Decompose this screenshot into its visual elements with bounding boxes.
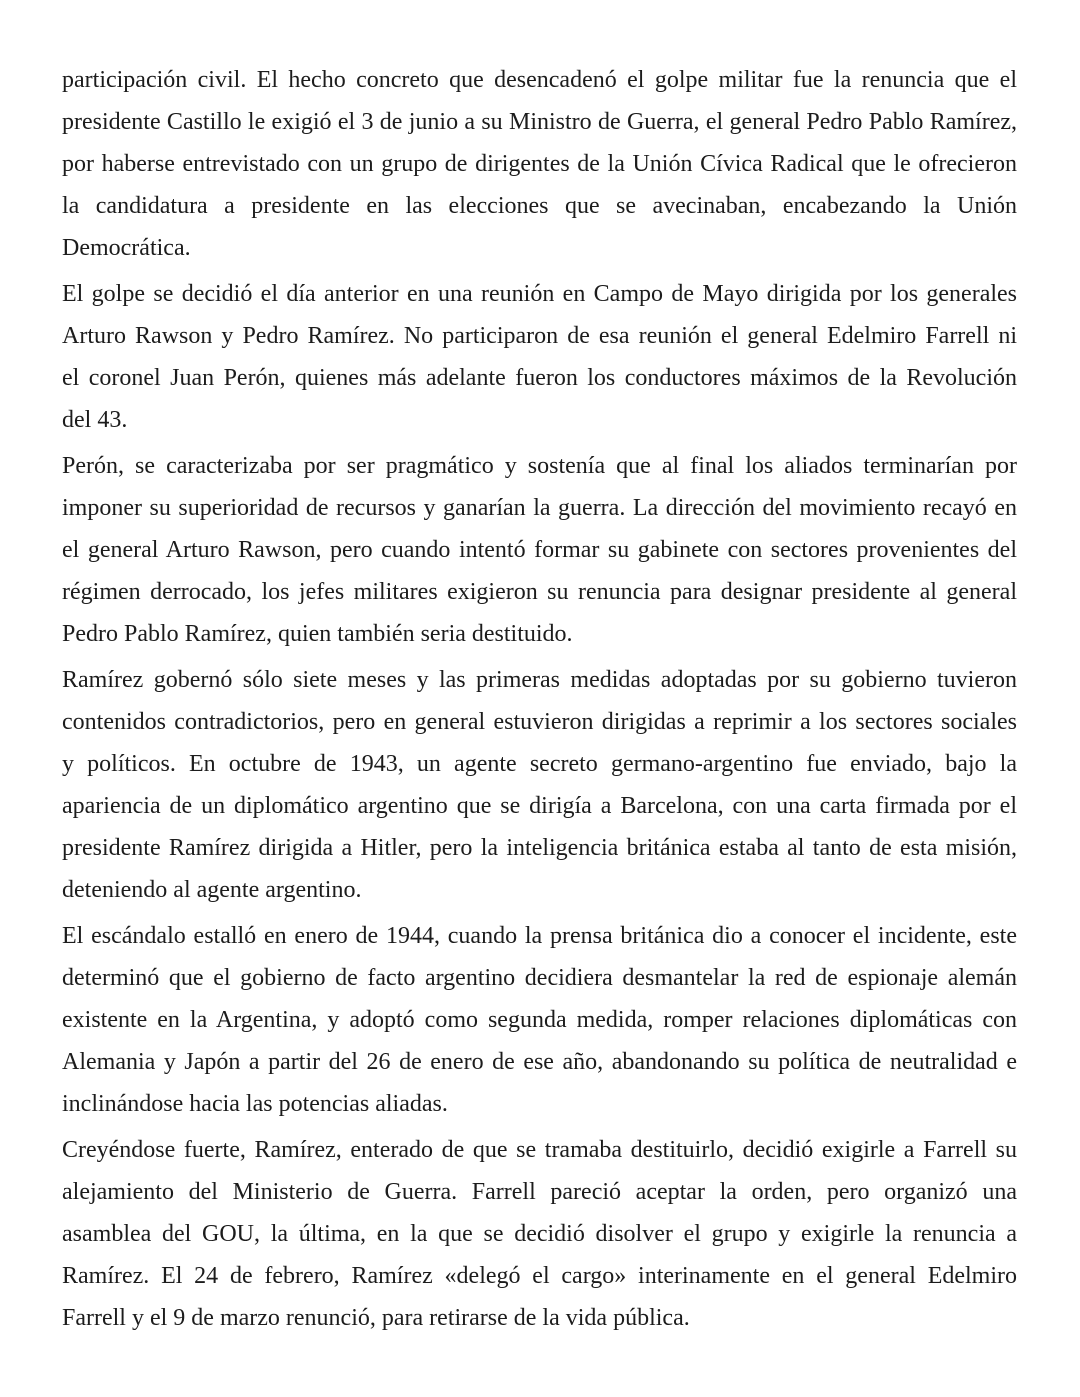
paragraph-6 <box>62 1129 1017 1339</box>
text-line: Farrell y el 9 de marzo renunció, para retirarse de la vida pública. <box>62 1305 690 1331</box>
paragraph-5 <box>62 915 1017 1125</box>
text-line: por haberse entrevistado con un grupo de dirigentes de la Unión Cívica Radical que le ofrecieron <box>62 151 1017 177</box>
text-line: del 43. <box>62 407 128 433</box>
document-text <box>62 59 1017 1339</box>
text-line: presidente Ramírez dirigida a Hitler, pero la inteligencia británica estaba al tanto de esta misión, <box>62 835 1017 861</box>
text-line: Creyéndose fuerte, Ramírez, enterado de que se tramaba destituirlo, decidió exigirle a Farrell su <box>62 1137 1017 1163</box>
text-line: existente en la Argentina, y adoptó como segunda medida, romper relaciones diplomáticas con <box>62 1007 1017 1033</box>
paragraph-1 <box>62 59 1017 269</box>
text-line: el general Arturo Rawson, pero cuando intentó formar su gabinete con sectores provenientes del <box>62 537 1017 563</box>
text-line: inclinándose hacia las potencias aliadas. <box>62 1091 448 1117</box>
text-line: asamblea del GOU, la última, en la que se decidió disolver el grupo y exigirle la renuncia a <box>62 1221 1017 1247</box>
text-line: contenidos contradictorios, pero en general estuvieron dirigidas a reprimir a los sectores sociales <box>62 709 1017 735</box>
text-line: El golpe se decidió el día anterior en una reunión en Campo de Mayo dirigida por los generales <box>62 281 1017 307</box>
text-line: imponer su superioridad de recursos y ganarían la guerra. La dirección del movimiento recayó en <box>62 495 1017 521</box>
text-line: determinó que el gobierno de facto argentino decidiera desmantelar la red de espionaje alemán <box>62 965 1017 991</box>
text-line: Pedro Pablo Ramírez, quien también seria destituido. <box>62 621 573 647</box>
paragraph-4 <box>62 659 1017 911</box>
text-line: participación civil. El hecho concreto que desencadenó el golpe militar fue la renuncia que el <box>62 67 1017 93</box>
text-line: Perón, se caracterizaba por ser pragmático y sostenía que al final los aliados terminarían por <box>62 453 1017 479</box>
text-line: Democrática. <box>62 235 191 261</box>
text-line: alejamiento del Ministerio de Guerra. Farrell pareció aceptar la orden, pero organizó una <box>62 1179 1017 1205</box>
text-line: deteniendo al agente argentino. <box>62 877 362 903</box>
text-line: Ramírez. El 24 de febrero, Ramírez «delegó el cargo» interinamente en el general Edelmiro <box>62 1263 1017 1289</box>
text-line: régimen derrocado, los jefes militares exigieron su renuncia para designar presidente al general <box>62 579 1017 605</box>
paragraph-3 <box>62 445 1017 655</box>
text-line: la candidatura a presidente en las elecciones que se avecinaban, encabezando la Unión <box>62 193 1017 219</box>
paragraph-2 <box>62 273 1017 441</box>
text-line: Alemania y Japón a partir del 26 de enero de ese año, abandonando su política de neutralidad e <box>62 1049 1017 1075</box>
text-line: El escándalo estalló en enero de 1944, cuando la prensa británica dio a conocer el incidente, este <box>62 923 1017 949</box>
text-line: Arturo Rawson y Pedro Ramírez. No participaron de esa reunión el general Edelmiro Farrell ni <box>62 323 1017 349</box>
text-line: y políticos. En octubre de 1943, un agente secreto germano-argentino fue enviado, bajo la <box>62 751 1017 777</box>
text-line: apariencia de un diplomático argentino que se dirigía a Barcelona, con una carta firmada por el <box>62 793 1017 819</box>
text-line: Ramírez gobernó sólo siete meses y las primeras medidas adoptadas por su gobierno tuvieron <box>62 667 1017 693</box>
text-line: el coronel Juan Perón, quienes más adelante fueron los conductores máximos de la Revolución <box>62 365 1017 391</box>
text-line: presidente Castillo le exigió el 3 de junio a su Ministro de Guerra, el general Pedro Pablo Ramírez, <box>62 109 1017 135</box>
